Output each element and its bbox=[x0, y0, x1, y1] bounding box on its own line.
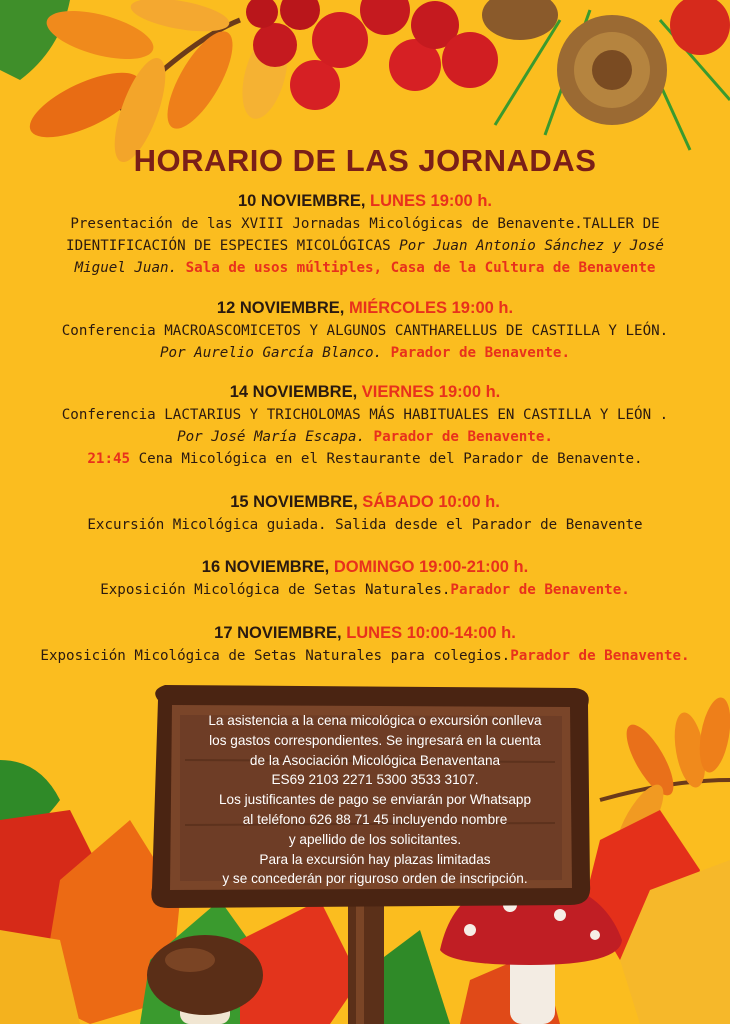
event-date: 17 NOVIEMBRE, bbox=[214, 624, 342, 642]
event-date: 12 NOVIEMBRE, bbox=[216, 299, 345, 317]
event-16-noviembre bbox=[0, 558, 730, 601]
event-heading bbox=[0, 493, 730, 512]
sign-line: La asistencia a la cena micológica o excursión conlleva bbox=[208, 713, 542, 728]
sign-line: Los justificantes de pago se enviarán por Whatsapp bbox=[218, 792, 532, 808]
event-line: Excursión Micológica guiada. Salida desde el Parador de Benavente bbox=[87, 517, 643, 533]
page-title: HORARIO DE LAS JORNADAS bbox=[133, 143, 597, 178]
event-line bbox=[20, 645, 710, 667]
red-berries bbox=[246, 0, 498, 110]
event-date: 14 NOVIEMBRE, bbox=[229, 383, 358, 401]
event-line bbox=[20, 448, 710, 470]
workshop-name: IDENTIFICACIÓN DE ESPECIES MICOLÓGICAS bbox=[66, 238, 391, 254]
event-venue: Parador de Benavente. bbox=[390, 345, 570, 361]
event-date: 15 NOVIEMBRE, bbox=[230, 493, 358, 511]
sign-line: ES69 2103 2271 5300 3533 3107. bbox=[271, 772, 479, 788]
dinner-time: 21:45 bbox=[87, 451, 131, 467]
event-day-time: VIERNES 19:00 h. bbox=[361, 383, 501, 401]
sign-line: al teléfono 626 88 71 45 incluyendo nombre bbox=[242, 811, 508, 827]
event-heading bbox=[0, 192, 730, 211]
event-date: 10 NOVIEMBRE, bbox=[237, 192, 366, 210]
event-heading bbox=[0, 383, 730, 402]
event-line bbox=[20, 235, 710, 257]
event-day-time: SÁBADO 10:00 h. bbox=[362, 493, 500, 511]
event-line: Presentación de las XVIII Jornadas Micológicas de Benavente.TALLER DE bbox=[70, 216, 660, 232]
event-line bbox=[20, 342, 710, 364]
event-date: 16 NOVIEMBRE, bbox=[201, 558, 330, 576]
event-line bbox=[20, 257, 710, 279]
event-description bbox=[0, 645, 730, 667]
sign-line: Para la excursión hay plazas limitadas bbox=[259, 851, 491, 867]
autumn-leaves-right bbox=[585, 695, 730, 1024]
sign-line: y apellido de los solicitantes. bbox=[288, 831, 462, 847]
sign-line: los gastos correspondientes. Se ingresará en la cuenta bbox=[209, 732, 541, 748]
event-heading bbox=[0, 299, 730, 318]
speaker: Por José María Escapa. bbox=[177, 429, 365, 445]
event-line: Conferencia MACROASCOMICETOS Y ALGUNOS CANTHARELLUS DE CASTILLA Y LEÓN. bbox=[61, 323, 669, 339]
sign-line: de la Asociación Micológica Benaventana bbox=[249, 752, 501, 768]
event-heading bbox=[0, 624, 730, 643]
event-heading bbox=[0, 558, 730, 577]
speaker-continued: Miguel Juan. bbox=[74, 260, 178, 276]
event-15-noviembre bbox=[0, 493, 730, 536]
speaker: Por Aurelio García Blanco. bbox=[159, 345, 383, 361]
event-12-noviembre bbox=[0, 299, 730, 364]
event-venue: Parador de Benavente. bbox=[373, 429, 553, 445]
event-venue: Parador de Benavente. bbox=[510, 648, 690, 664]
pine-cones bbox=[482, 0, 730, 150]
event-line bbox=[20, 426, 710, 448]
event-description bbox=[0, 579, 730, 601]
event-17-noviembre bbox=[0, 624, 730, 667]
event-text: Exposición Micológica de Setas Naturales para colegios. bbox=[40, 648, 511, 664]
event-day-time: DOMINGO 19:00-21:00 h. bbox=[333, 558, 529, 576]
event-venue: Parador de Benavente. bbox=[450, 582, 630, 598]
event-description bbox=[0, 514, 730, 536]
event-day-time: MIÉRCOLES 19:00 h. bbox=[348, 299, 514, 317]
event-10-noviembre bbox=[0, 192, 730, 279]
event-day-time: LUNES 10:00-14:00 h. bbox=[346, 624, 516, 642]
sign-line: y se concederán por riguroso orden de inscripción. bbox=[222, 871, 528, 887]
event-line bbox=[20, 579, 710, 601]
event-day-time: LUNES 19:00 h. bbox=[370, 192, 492, 210]
speaker: Por Juan Antonio Sánchez y José bbox=[399, 238, 664, 254]
event-venue: Sala de usos múltiples, Casa de la Cultura de Benavente bbox=[185, 260, 656, 276]
event-description bbox=[0, 320, 730, 364]
sign-notice bbox=[175, 711, 575, 889]
dinner-description: Cena Micológica en el Restaurante del Parador de Benavente. bbox=[138, 451, 643, 467]
event-14-noviembre bbox=[0, 383, 730, 470]
event-description bbox=[0, 404, 730, 470]
event-description bbox=[0, 213, 730, 279]
event-line: Conferencia LACTARIUS Y TRICHOLOMAS MÁS HABITUALES EN CASTILLA Y LEÓN . bbox=[61, 407, 669, 423]
event-text: Exposición Micológica de Setas Naturales. bbox=[100, 582, 451, 598]
